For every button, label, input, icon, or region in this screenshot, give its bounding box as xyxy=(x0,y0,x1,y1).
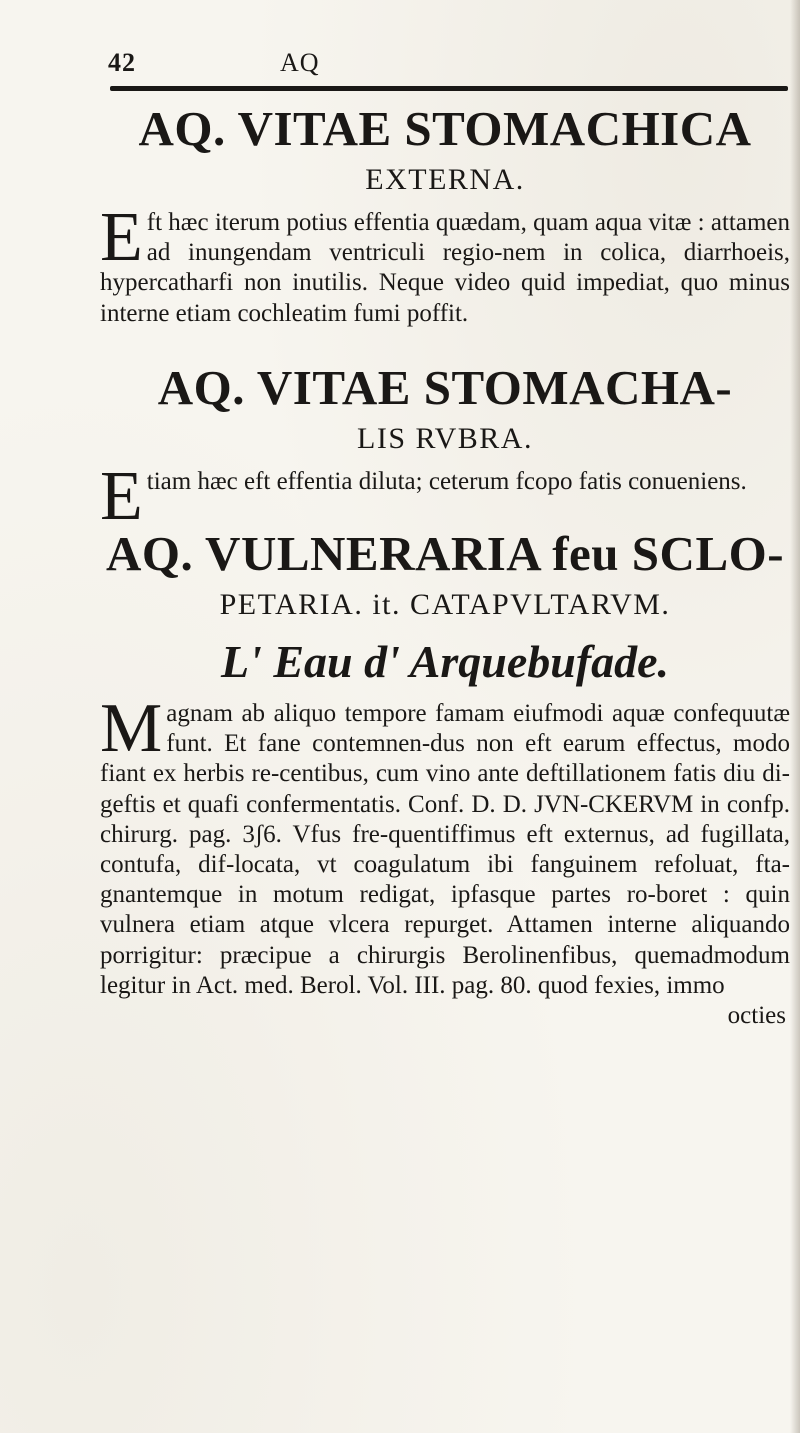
closing-word: octies xyxy=(727,1002,786,1030)
page-number: 42 xyxy=(108,48,136,77)
section-aqua-vitae-stomachalis-rubra xyxy=(100,359,790,535)
section-heading: AQ. VITAE STOMACHA- xyxy=(157,359,733,415)
page-header xyxy=(108,48,788,88)
page-edge-shadow xyxy=(790,0,800,1433)
section-aqua-vulneraria xyxy=(100,525,790,1031)
page-content xyxy=(100,100,790,1031)
section-paragraph: Etiam hæc eft effentia diluta; ceterum fcopo fatis conueniens. xyxy=(100,457,747,535)
section-subheading: EXTERNA. xyxy=(365,163,525,196)
french-title: L' Eau d' Arquebufade. xyxy=(220,636,670,688)
section-subheading: LIS RVBRA. xyxy=(357,421,533,455)
section-heading: AQ. VULNERARIA feu SCLO- xyxy=(105,526,785,582)
running-catchword: AQ xyxy=(280,48,320,77)
header-rule xyxy=(110,86,788,91)
section-subheading: PETARIA. it. CATAPVLTARVM. xyxy=(219,588,671,622)
section-paragraph: Eft hæc iterum potius effentia quædam, quam aqua vitæ : attamen ad inungendam ventriculi regio-nem in colica, diarrhoeis, hypercatharfi non inutilis. Neque video quid impediat, quo minus interne etiam cochleatim fumi poffit. xyxy=(100,199,790,327)
section-aqua-vitae-stomachica xyxy=(100,100,790,329)
section-heading: AQ. VITAE STOMACHICA xyxy=(138,101,752,156)
section-paragraph: Magnam ab aliquo tempore famam eiufmodi aquæ confequutæ funt. Et fane contemnen-dus non eft earum effectus, modo fiant ex herbis re-centibus, cum vino ante deftillationem fatis diu di-geftis et quafi confermentatis. Conf. D. D. JVN-CKERVM in confp. chirurg. pag. 3ʃ6. Vfus fre-quentiffimus eft externus, ad fugillata, contufa, dif-locata, vt coagulatum ibi fanguinem refoluat, fta-gnantemque in motum redigat, ipfasque partes ro-boret : quin vulnera etiam atque vlcera repurget. Attamen interne aliquando porrigitur: præcipue a chirurgis Berolinenfibus, quemadmodum legitur in Act. med. Berol. Vol. III. pag. 80. quod fexies, immo xyxy=(100,690,790,999)
